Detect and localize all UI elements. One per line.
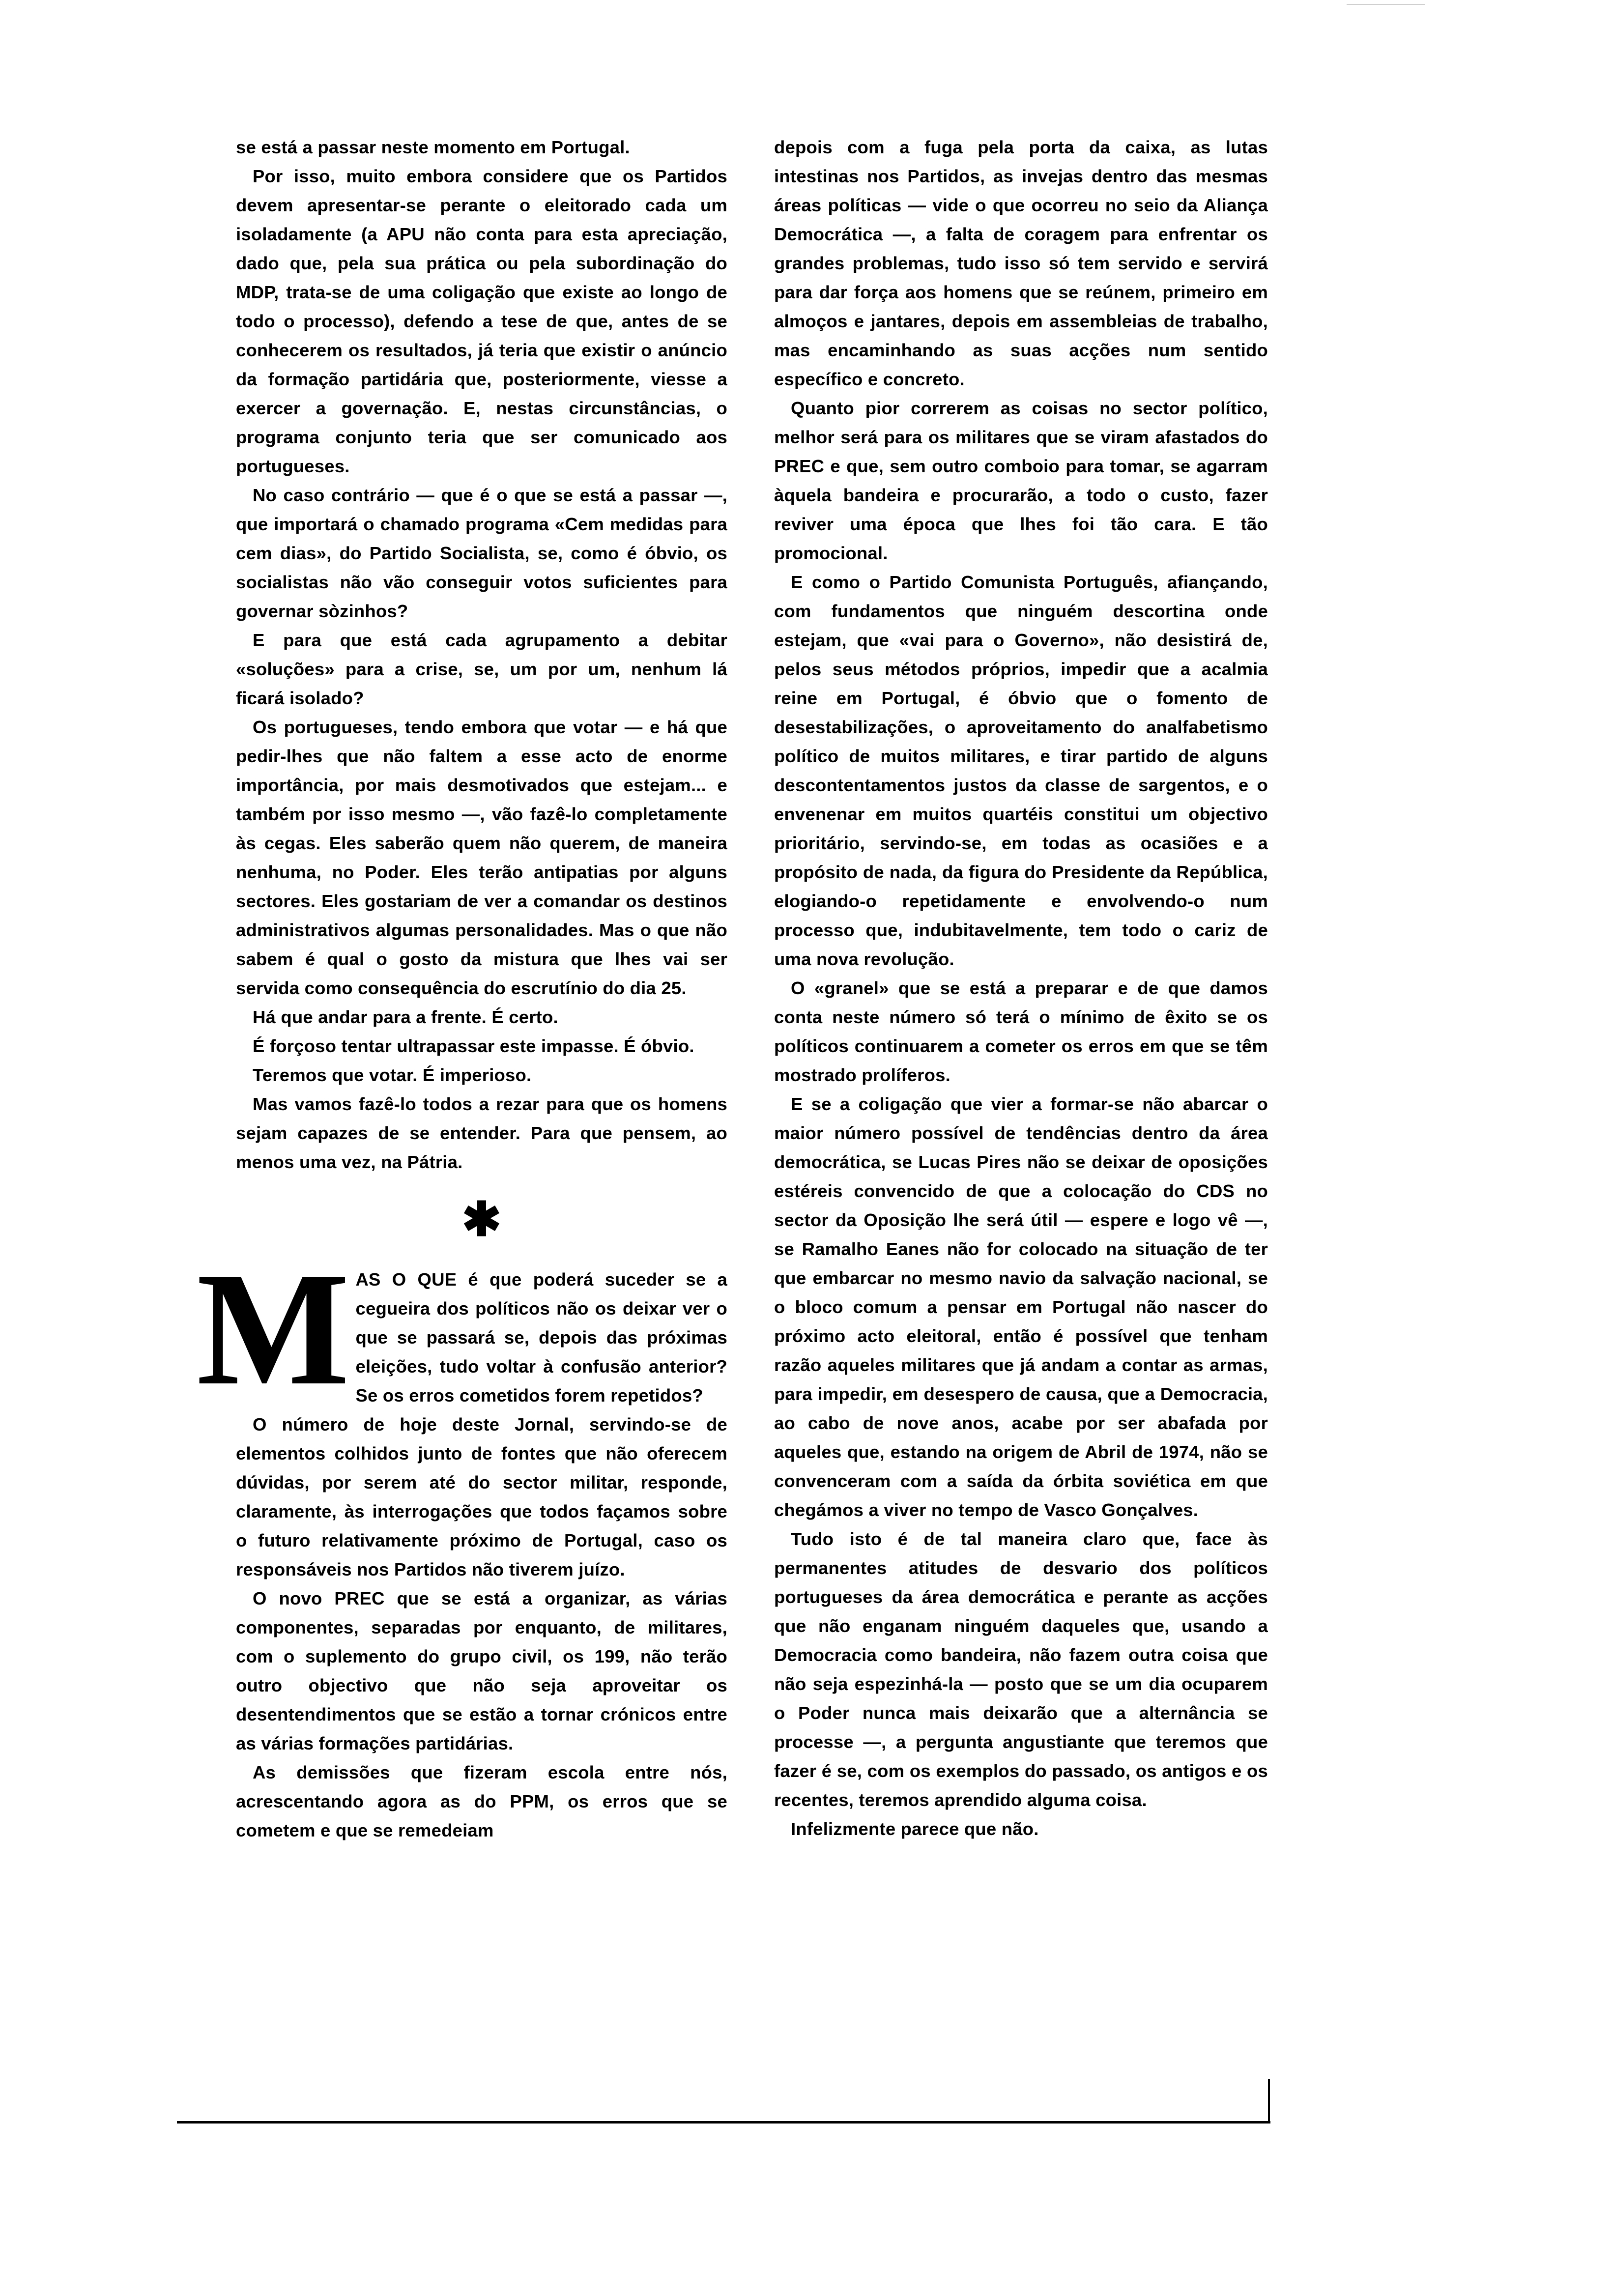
paragraph: Quanto pior correrem as coisas no sector político, melhor será para os militares que se viram afastados do PREC e que, sem outro comboio para tomar, se agarram àquela bandeira e procurarão, a todo o custo, fazer reviver uma época que lhes foi tão cara. E tão promocional. [774, 398, 1268, 563]
paragraph: E se a coligação que vier a formar-se não abarcar o maior número possível de tendências dentro da área democrática, se Lucas Pires não se deixar de oposições estéreis convencido de que a colocação do CDS no sector da Oposição lhe será útil — espere e logo vê —, se Ramalho Eanes não for colocado na situação de ter que embarcar no mesmo navio da salvação nacional, se o bloco comum a pensar em Portugal não nascer do próximo acto eleitoral, então é possível que tenham razão aqueles militares que já andam a contar as armas, para impedir, em desespero de causa, que a Democracia, ao cabo de nove anos, acabe por ser abafada por aqueles que, estando na origem de Abril de 1974, não se convenceram com a saída da órbita soviética em que chegámos a viver no tempo de Vasco Gonçalves. [774, 1094, 1268, 1520]
paragraph: O número de hoje deste Jornal, servindo-se de elementos colhidos junto de fontes que não oferecem dúvidas, por serem até do sector militar, responde, claramente, às interrogações que todos façamos sobre o futuro relativamente próximo de Portugal, caso os responsáveis nos Partidos não tiverem juízo. [236, 1414, 727, 1579]
section-separator-icon: ✱ [461, 1193, 502, 1246]
bottom-rule [177, 2121, 1270, 2124]
dropcap-paragraph-text: AS O QUE é que poderá suceder se a cegueira dos políticos não os deixar ver o que se passará se, depois das próximas eleições, tudo voltar à confusão anterior? Se os erros cometidos forem repetidos? [355, 1269, 727, 1406]
paragraph: depois com a fuga pela porta da caixa, as lutas intestinas nos Partidos, as invejas dentro das mesmas áreas políticas — vide o que ocorreu no seio da Aliança Democrática —, a falta de coragem para enfrentar os grandes problemas, tudo isso só tem servido e servirá para dar força aos homens que se reúnem, primeiro em almoços e jantares, depois em assembleias de trabalho, mas encaminhando as suas acções num sentido específico e concreto. [774, 137, 1268, 389]
paragraph: Tudo isto é de tal maneira claro que, face às permanentes atitudes de desvario dos políticos portugueses da área democrática e perante as acções que não enganam ninguém daqueles que, usando a Democracia como bandeira, não fazem outra coisa que não seja espezinhá-la — posto que se um dia ocuparem o Poder nunca mais deixarão que a alternância se processe —, a pergunta angustiante que teremos que fazer é se, com os exemplos do passado, os antigos e os recentes, teremos aprendido alguma coisa. [774, 1529, 1268, 1810]
scan-edge-mark [1347, 4, 1425, 5]
paragraph: As demissões que fizeram escola entre nós, acrescentando agora as do PPM, os erros que se cometem e que se remedeiam [236, 1762, 727, 1840]
paragraph: Por isso, muito embora considere que os Partidos devem apresentar-se perante o eleitorado cada um isoladamente (a APU não conta para esta apreciação, dado que, pela sua prática ou pela subordinação do MDP, trata-se de uma coligação que existe ao longo de todo o processo), defendo a tese de que, antes de se conhecerem os resultados, já teria que existir o anúncio da formação partidária que, posteriormente, viesse a exercer a governação. E, nestas circunstâncias, o programa conjunto teria que ser comunicado aos portugueses. [236, 166, 727, 476]
paragraph: Infelizmente parece que não. [791, 1819, 1039, 1839]
paragraph: Há que andar para a frente. É certo. [253, 1007, 558, 1027]
paragraph: E para que está cada agrupamento a debitar «soluções» para a crise, se, um por um, nenhum lá ficará isolado? [236, 630, 727, 708]
paragraph: É forçoso tentar ultrapassar este impasse. É óbvio. [253, 1036, 694, 1056]
dropcap-paragraph [197, 1239, 727, 1419]
paragraph: Os portugueses, tendo embora que votar — e há que pedir-lhes que não faltem a esse acto de enorme importância, por mais desmotivados que estejam... e também por isso mesmo —, vão fazê-lo completamente às cegas. Eles saberão quem não querem, de maneira nenhuma, no Poder. Eles terão antipatias por alguns sectores. Eles gostariam de ver a comandar os destinos administrativos algumas personalidades. Mas o que não sabem é qual o gosto da mistura que lhes vai ser servida como consequência do escrutínio do dia 25. [236, 717, 727, 998]
right-column [774, 133, 1268, 1843]
dropcap-letter: M [197, 1239, 347, 1419]
paragraph: E como o Partido Comunista Português, afiançando, com fundamentos que ninguém descortina onde estejam, que «vai para o Governo», não desistirá de, pelos seus métodos próprios, impedir que a acalmia reine em Portugal, é óbvio que o fomento de desestabilizações, o aproveitamento do analfabetismo político de muitos militares, e tirar partido de alguns descontentamentos justos da classe de sargentos, e o envenenar em muitos quartéis constitui um objectivo prioritário, servindo-se, em todas as ocasiões e a propósito de nada, da figura do Presidente da República, elogiando-o repetidamente e envolvendo-o num processo que, indubitavelmente, tem todo o cariz de uma nova revolução. [774, 572, 1268, 969]
right-rule [1268, 2079, 1270, 2123]
paragraph: O novo PREC que se está a organizar, as várias componentes, separadas por enquanto, de militares, com o suplemento do grupo civil, os 199, não terão outro objectivo que não seja aproveitar os desentendimentos que se estão a tornar crónicos entre as várias formações partidárias. [236, 1588, 727, 1753]
paragraph: O «granel» que se está a preparar e de que damos conta neste número só terá o mínimo de êxito se os políticos continuarem a cometer os erros em que se têm mostrado prolíferos. [774, 978, 1268, 1085]
left-column [197, 133, 727, 1845]
paragraph: Teremos que votar. É imperioso. [253, 1065, 532, 1085]
paragraph: se está a passar neste momento em Portugal. [236, 137, 630, 157]
paragraph: Mas vamos fazê-lo todos a rezar para que os homens sejam capazes de se entender. Para que pensem, ao menos uma vez, na Pátria. [236, 1094, 727, 1172]
paragraph: No caso contrário — que é o que se está a passar —, que importará o chamado programa «Cem medidas para cem dias», do Partido Socialista, se, como é óbvio, os socialistas não vão conseguir votos suficientes para governar sòzinhos? [236, 485, 727, 621]
